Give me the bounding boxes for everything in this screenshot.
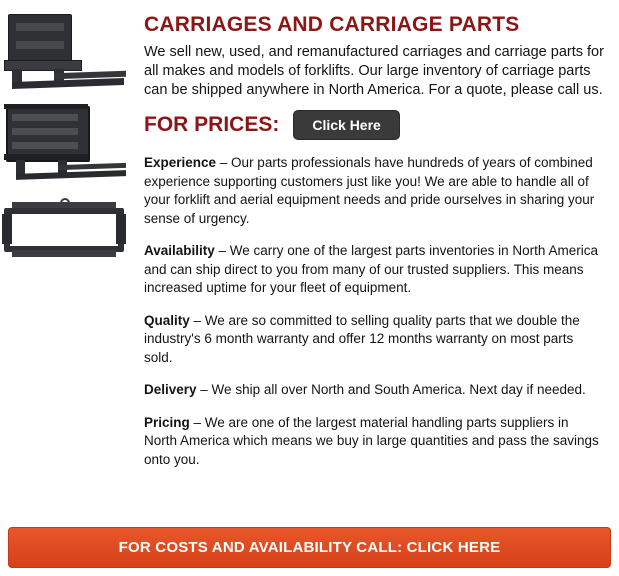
click-here-button[interactable]: Click Here bbox=[293, 110, 399, 140]
carriage-with-forks-illustration bbox=[2, 104, 130, 184]
feature-pricing bbox=[144, 414, 605, 470]
feature-delivery-name: Delivery bbox=[144, 382, 197, 397]
product-image-3 bbox=[2, 198, 130, 262]
feature-experience-text: – Our parts professionals have hundreds of years of combined experience supporting customers just like you! We are able to handle all of your forklift and aerial equipment needs and pride ourselves in sharing your sense of urgency. bbox=[144, 155, 595, 226]
feature-availability-name: Availability bbox=[144, 243, 215, 258]
product-image-2 bbox=[2, 104, 130, 184]
carriage-top-hook-shape bbox=[4, 104, 88, 109]
feature-delivery-text: – We ship all over North and South America. Next day if needed. bbox=[196, 382, 586, 397]
carriage-frame-bottom-bar-shape bbox=[12, 250, 116, 257]
product-image-1 bbox=[2, 10, 130, 90]
carriage-frame-illustration bbox=[2, 198, 130, 262]
for-prices-label: FOR PRICES: bbox=[144, 113, 280, 136]
footer-cta-button[interactable]: FOR COSTS AND AVAILABILITY CALL: CLICK HERE bbox=[8, 527, 611, 568]
carriage-frame-left-hook-shape bbox=[2, 214, 12, 244]
text-content-column bbox=[140, 10, 619, 483]
carriage-slot-3-shape bbox=[12, 142, 78, 149]
carriage-frame-right-hook-shape bbox=[116, 214, 126, 244]
carriage-plate-shape bbox=[8, 14, 72, 62]
feature-pricing-text: – We are one of the largest material handling parts suppliers in North America which means we buy in large quantities and pass the savings onto you. bbox=[144, 414, 599, 467]
for-prices-row bbox=[144, 110, 605, 140]
fork-blade-rear-shape-2 bbox=[58, 163, 126, 170]
feature-availability-text: – We carry one of the largest parts inventories in North America and can ship direct to you from many of our trusted suppliers. This means increased uptime for your fleet of equipment. bbox=[144, 243, 598, 295]
feature-quality bbox=[144, 312, 605, 368]
feature-experience bbox=[144, 154, 605, 228]
feature-pricing-name: Pricing bbox=[144, 414, 190, 430]
carriage-frame-outline-shape bbox=[4, 208, 124, 252]
carriage-slot-2-shape bbox=[12, 128, 78, 135]
feature-quality-name: Quality bbox=[144, 312, 190, 328]
feature-experience-name: Experience bbox=[144, 155, 217, 170]
carriage-slot-1-shape bbox=[12, 114, 78, 121]
fork-blade-front-shape-2 bbox=[16, 170, 126, 180]
fork-blade-front-shape bbox=[12, 78, 124, 89]
product-image-column bbox=[0, 10, 140, 483]
intro-paragraph: We sell new, used, and remanufactured carriages and carriage parts for all makes and models of forklifts. Our large inventory of carriage parts can be shipped anywhere in North America. For a quote, please call us. bbox=[144, 44, 604, 98]
feature-delivery bbox=[144, 381, 605, 400]
feature-availability bbox=[144, 242, 605, 298]
feature-quality-text: – We are so committed to selling quality parts that we double the industry's 6 month warranty and offer 12 months warranty on most parts sold. bbox=[144, 312, 580, 365]
pallet-fork-carriage-illustration bbox=[2, 10, 130, 90]
page-title: CARRIAGES AND CARRIAGE PARTS bbox=[144, 13, 520, 36]
